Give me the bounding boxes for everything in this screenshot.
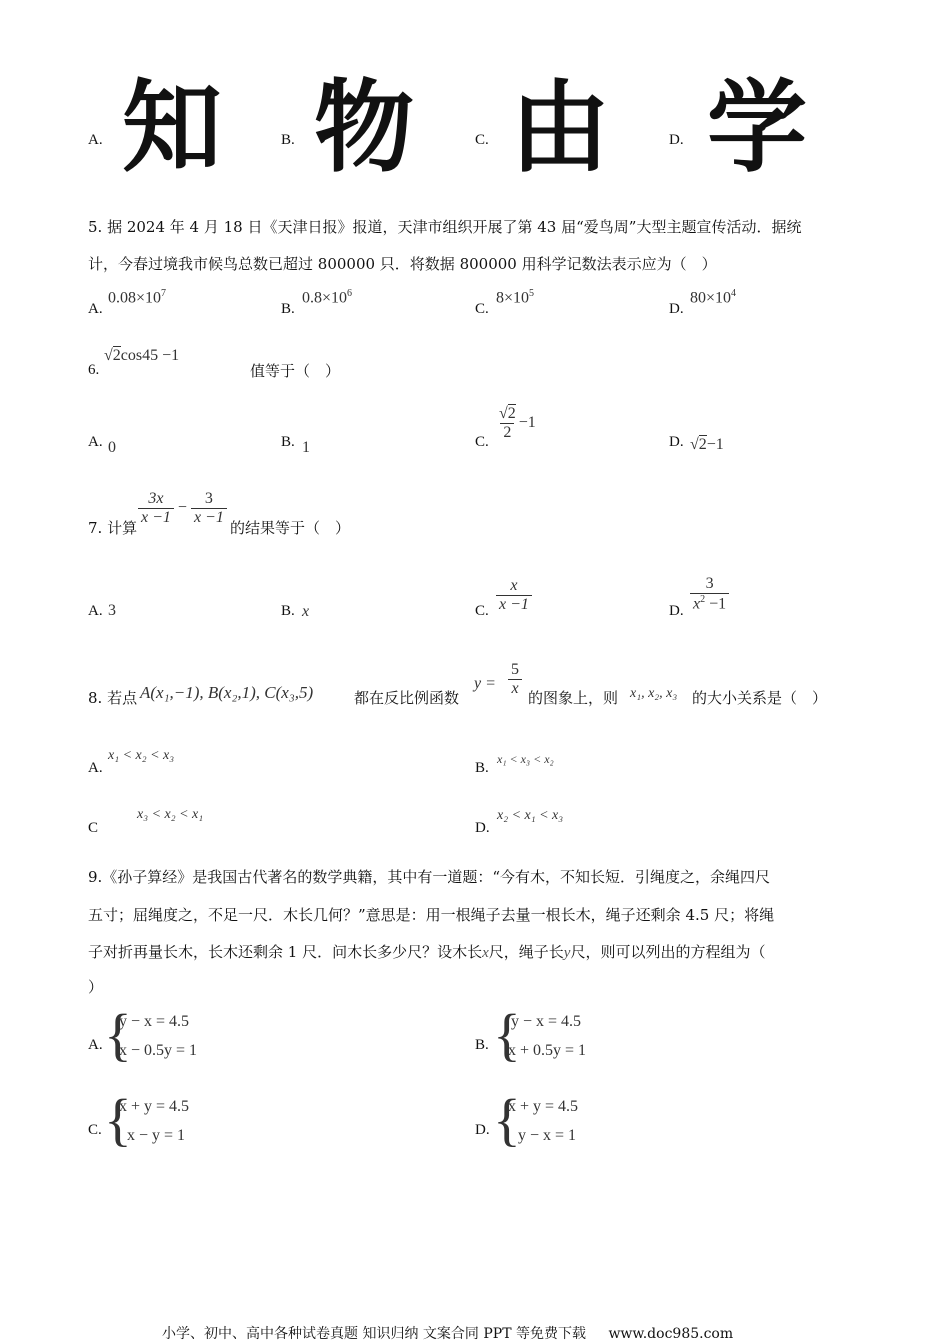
q6-option-d-expr: √2−1 [690, 436, 724, 453]
q5-option-d-expr: $80\times 10^4$ [690, 288, 737, 307]
q7-option-c-expr: $\frac{x}{x -1}$ [496, 577, 532, 614]
q8-points: A(x₁,−1), B(x₂,1), C(x₃,5) [140, 683, 314, 702]
q9-option-a-label: A. [88, 1037, 103, 1053]
q9-option-c-brace: { [104, 1087, 132, 1152]
q9-option-c-system: x + y = 4.5 x − y = 1 [119, 1098, 190, 1144]
q6-expression: √2cos45 −1 [104, 347, 180, 364]
q9-option-a-system: y − x = 4.5 x − 0.5y = 1 [119, 1013, 198, 1059]
q6-stem-tail: 值等于（ ） [250, 362, 341, 380]
q5-option-c-expr: $8\times 10^5$ [496, 288, 535, 307]
q4-option-a-char: 知 [122, 69, 222, 186]
q5-stem-line2: 计，今春过境我市候鸟总数已超过 800000 只．将数据 800000 用科学记数法表示应为（ ） [88, 255, 717, 273]
q7-option-b-value: x [302, 603, 310, 620]
q8-option-c-expr: x₃ < x₂ < x₁ [137, 807, 204, 822]
q8-option-d-expr: x₂ < x₁ < x₃ [497, 808, 564, 823]
q9-option-b-brace: { [493, 1002, 521, 1067]
q8-option-b-expr: x₁ < x₃ < x₂ [497, 752, 554, 766]
q8-option-a-label: A. [88, 760, 103, 776]
q8-option-c-label: C [88, 820, 99, 836]
q5-option-a-label: A. [88, 301, 103, 317]
q6-option-c-label: C. [475, 434, 489, 450]
q8-stem-prefix: 8. 若点 [88, 689, 138, 707]
q7-expression: $\frac{3x}{x -1}$ − $\frac{3}{x -1}$ [138, 490, 227, 527]
q8-func-lhs: y = [474, 675, 496, 692]
q8-stem-mid: 都在反比例函数 [354, 689, 460, 707]
q5-option-a-expr: $0.08\times 10^7$ [108, 288, 167, 307]
q8-stem-mid2: 的图象上，则 [528, 689, 619, 707]
q8-option-d-label: D. [475, 820, 490, 836]
q5-option-c-label: C. [475, 301, 489, 317]
q9-option-b-label: B. [475, 1037, 489, 1053]
q7-option-b-label: B. [281, 603, 295, 619]
q4-option-a-label: A. [88, 132, 103, 148]
q6-option-d-label: D. [669, 434, 684, 450]
q9-option-a-brace: { [104, 1002, 132, 1067]
q5-stem-line1: 5. 据 2024 年 4 月 18 日《天津日报》报道，天津市组织开展了第 43 届“爱鸟周”大型主题宣传活动．据统 [88, 218, 802, 236]
q7-stem-prefix: 7. 计算 [88, 519, 138, 537]
q9-stem-line1: 9.《孙子算经》是我国古代著名的数学典籍，其中有一道题：“今有木，不知长短．引绳度之，余绳四尺 [88, 868, 770, 886]
q9-option-d-label: D. [475, 1122, 490, 1138]
q4-option-c-label: C. [475, 132, 489, 148]
q5-option-d-label: D. [669, 301, 684, 317]
q8-option-a-expr: x₁ < x₂ < x₃ [108, 748, 175, 763]
q7-option-c-label: C. [475, 603, 489, 619]
q8-stem-tail: 的大小关系是（ ） [692, 689, 828, 707]
q5-option-b-label: B. [281, 301, 295, 317]
q6-option-a-value: 0 [108, 439, 116, 456]
q7-option-a-value: 3 [108, 602, 116, 619]
q8-vars: x₁, x₂, x₃ [630, 686, 678, 701]
q6-option-a-label: A. [88, 434, 103, 450]
q7-stem-tail: 的结果等于（ ） [230, 519, 351, 537]
q9-stem-line4: ） [88, 978, 104, 996]
q4-option-c-char: 由 [510, 69, 610, 186]
q6-option-c-expr: $\frac{√2}{2}$ −1 [499, 405, 536, 441]
q7-option-d-label: D. [669, 603, 684, 619]
q9-option-d-brace: { [493, 1087, 521, 1152]
q4-option-b-label: B. [281, 132, 295, 148]
q6-option-b-value: 1 [302, 439, 310, 456]
q4-option-b-char: 物 [314, 69, 414, 186]
q4-option-d-char: 学 [707, 69, 807, 186]
q6-number: 6. [88, 362, 100, 378]
footer-url[interactable]: www.doc985.com [608, 1326, 734, 1342]
q6-option-b-label: B. [281, 434, 295, 450]
q9-option-d-system: x + y = 4.5 y − x = 1 [508, 1098, 579, 1144]
q9-stem-line2: 五寸；屈绳度之，不足一尺．木长几何？”意思是：用一根绳子去量一根长木，绳子还剩余 4.5 尺；将绳 [88, 906, 775, 924]
footer [162, 1323, 733, 1343]
q9-option-c-label: C. [88, 1122, 102, 1138]
q4-option-d-label: D. [669, 132, 684, 148]
q7-option-d-expr: $\frac{3}{x^2 -1}$ [690, 575, 729, 613]
q7-option-a-label: A. [88, 603, 103, 619]
q9-stem-line3: 子对折再量长木，长木还剩余 1 尺．问木长多少尺？设木长x尺，绳子长y尺，则可以列出的方程组为（ [88, 943, 766, 961]
q5-option-b-expr: $0.8\times 10^6$ [302, 288, 353, 307]
q9-option-b-system: y − x = 4.5 x + 0.5y = 1 [508, 1013, 587, 1059]
q8-func-fraction: $\frac{5}{x}$ [508, 661, 522, 698]
q8-option-b-label: B. [475, 760, 489, 776]
footer-text: 小学、初中、高中各种试卷真题 知识归纳 文案合同 PPT 等免费下载 [162, 1326, 586, 1342]
